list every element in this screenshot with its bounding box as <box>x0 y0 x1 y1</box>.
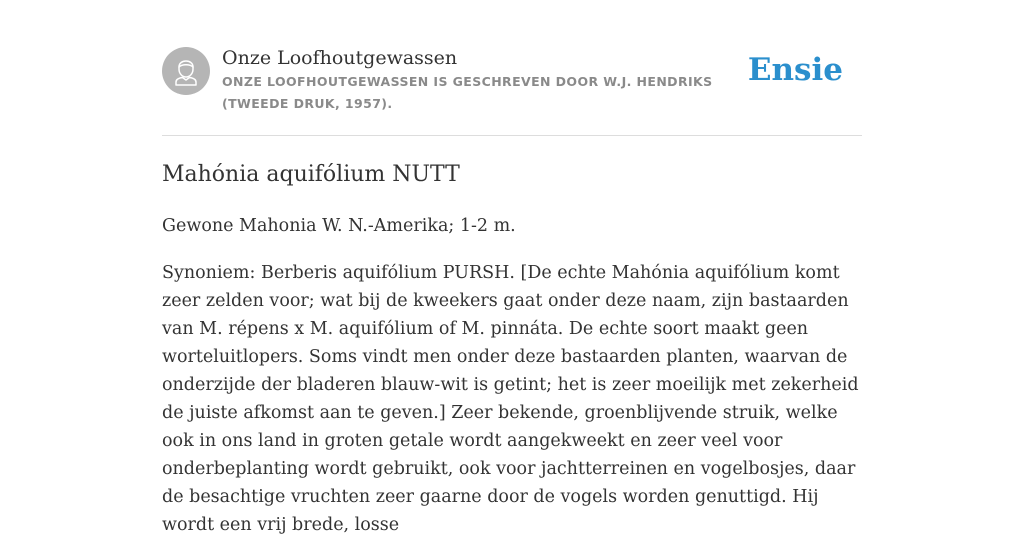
source-title[interactable]: Onze Loofhoutgewassen <box>222 47 458 69</box>
ensie-logo[interactable]: Ensie <box>747 52 843 88</box>
source-header <box>162 40 862 136</box>
entry-body: Synoniem: Berberis aquifólium PURSH. [De echte Mahónia aquifólium komt zeer zelden voor; wat bij de kweekers gaat onder deze naam, zijn bastaarden van M. répens x M. aquifólium of M. pinnáta. De echte soort maakt geen worteluitlopers. Soms vindt men onder deze bastaarden planten, waarvan de onderzijde der bladeren blauw-wit is getint; het is zeer moeilijk met zekerheid de juiste afkomst aan te geven.] Zeer bekende, groenblijvende struik, welke ook in ons land in groten getale wordt aangekweekt en zeer veel voor onderbeplanting wordt gebruikt, ook voor jachtterreinen en vogelbosjes, daar de besachtige vruchten zeer gaarne door de vogels worden genuttigd. Hij wordt een vrij brede, losse <box>162 263 859 535</box>
entry-title: Mahónia aquifólium NUTT <box>162 162 460 187</box>
entry-subtitle: Gewone Mahonia W. N.-Amerika; 1-2 m. <box>162 216 516 236</box>
user-avatar-icon[interactable] <box>162 47 210 95</box>
entry-card <box>162 40 862 539</box>
source-description: ONZE LOOFHOUTGEWASSEN IS GESCHREVEN DOOR W.J. HENDRIKS (TWEEDE DRUK, 1957). <box>222 74 713 111</box>
